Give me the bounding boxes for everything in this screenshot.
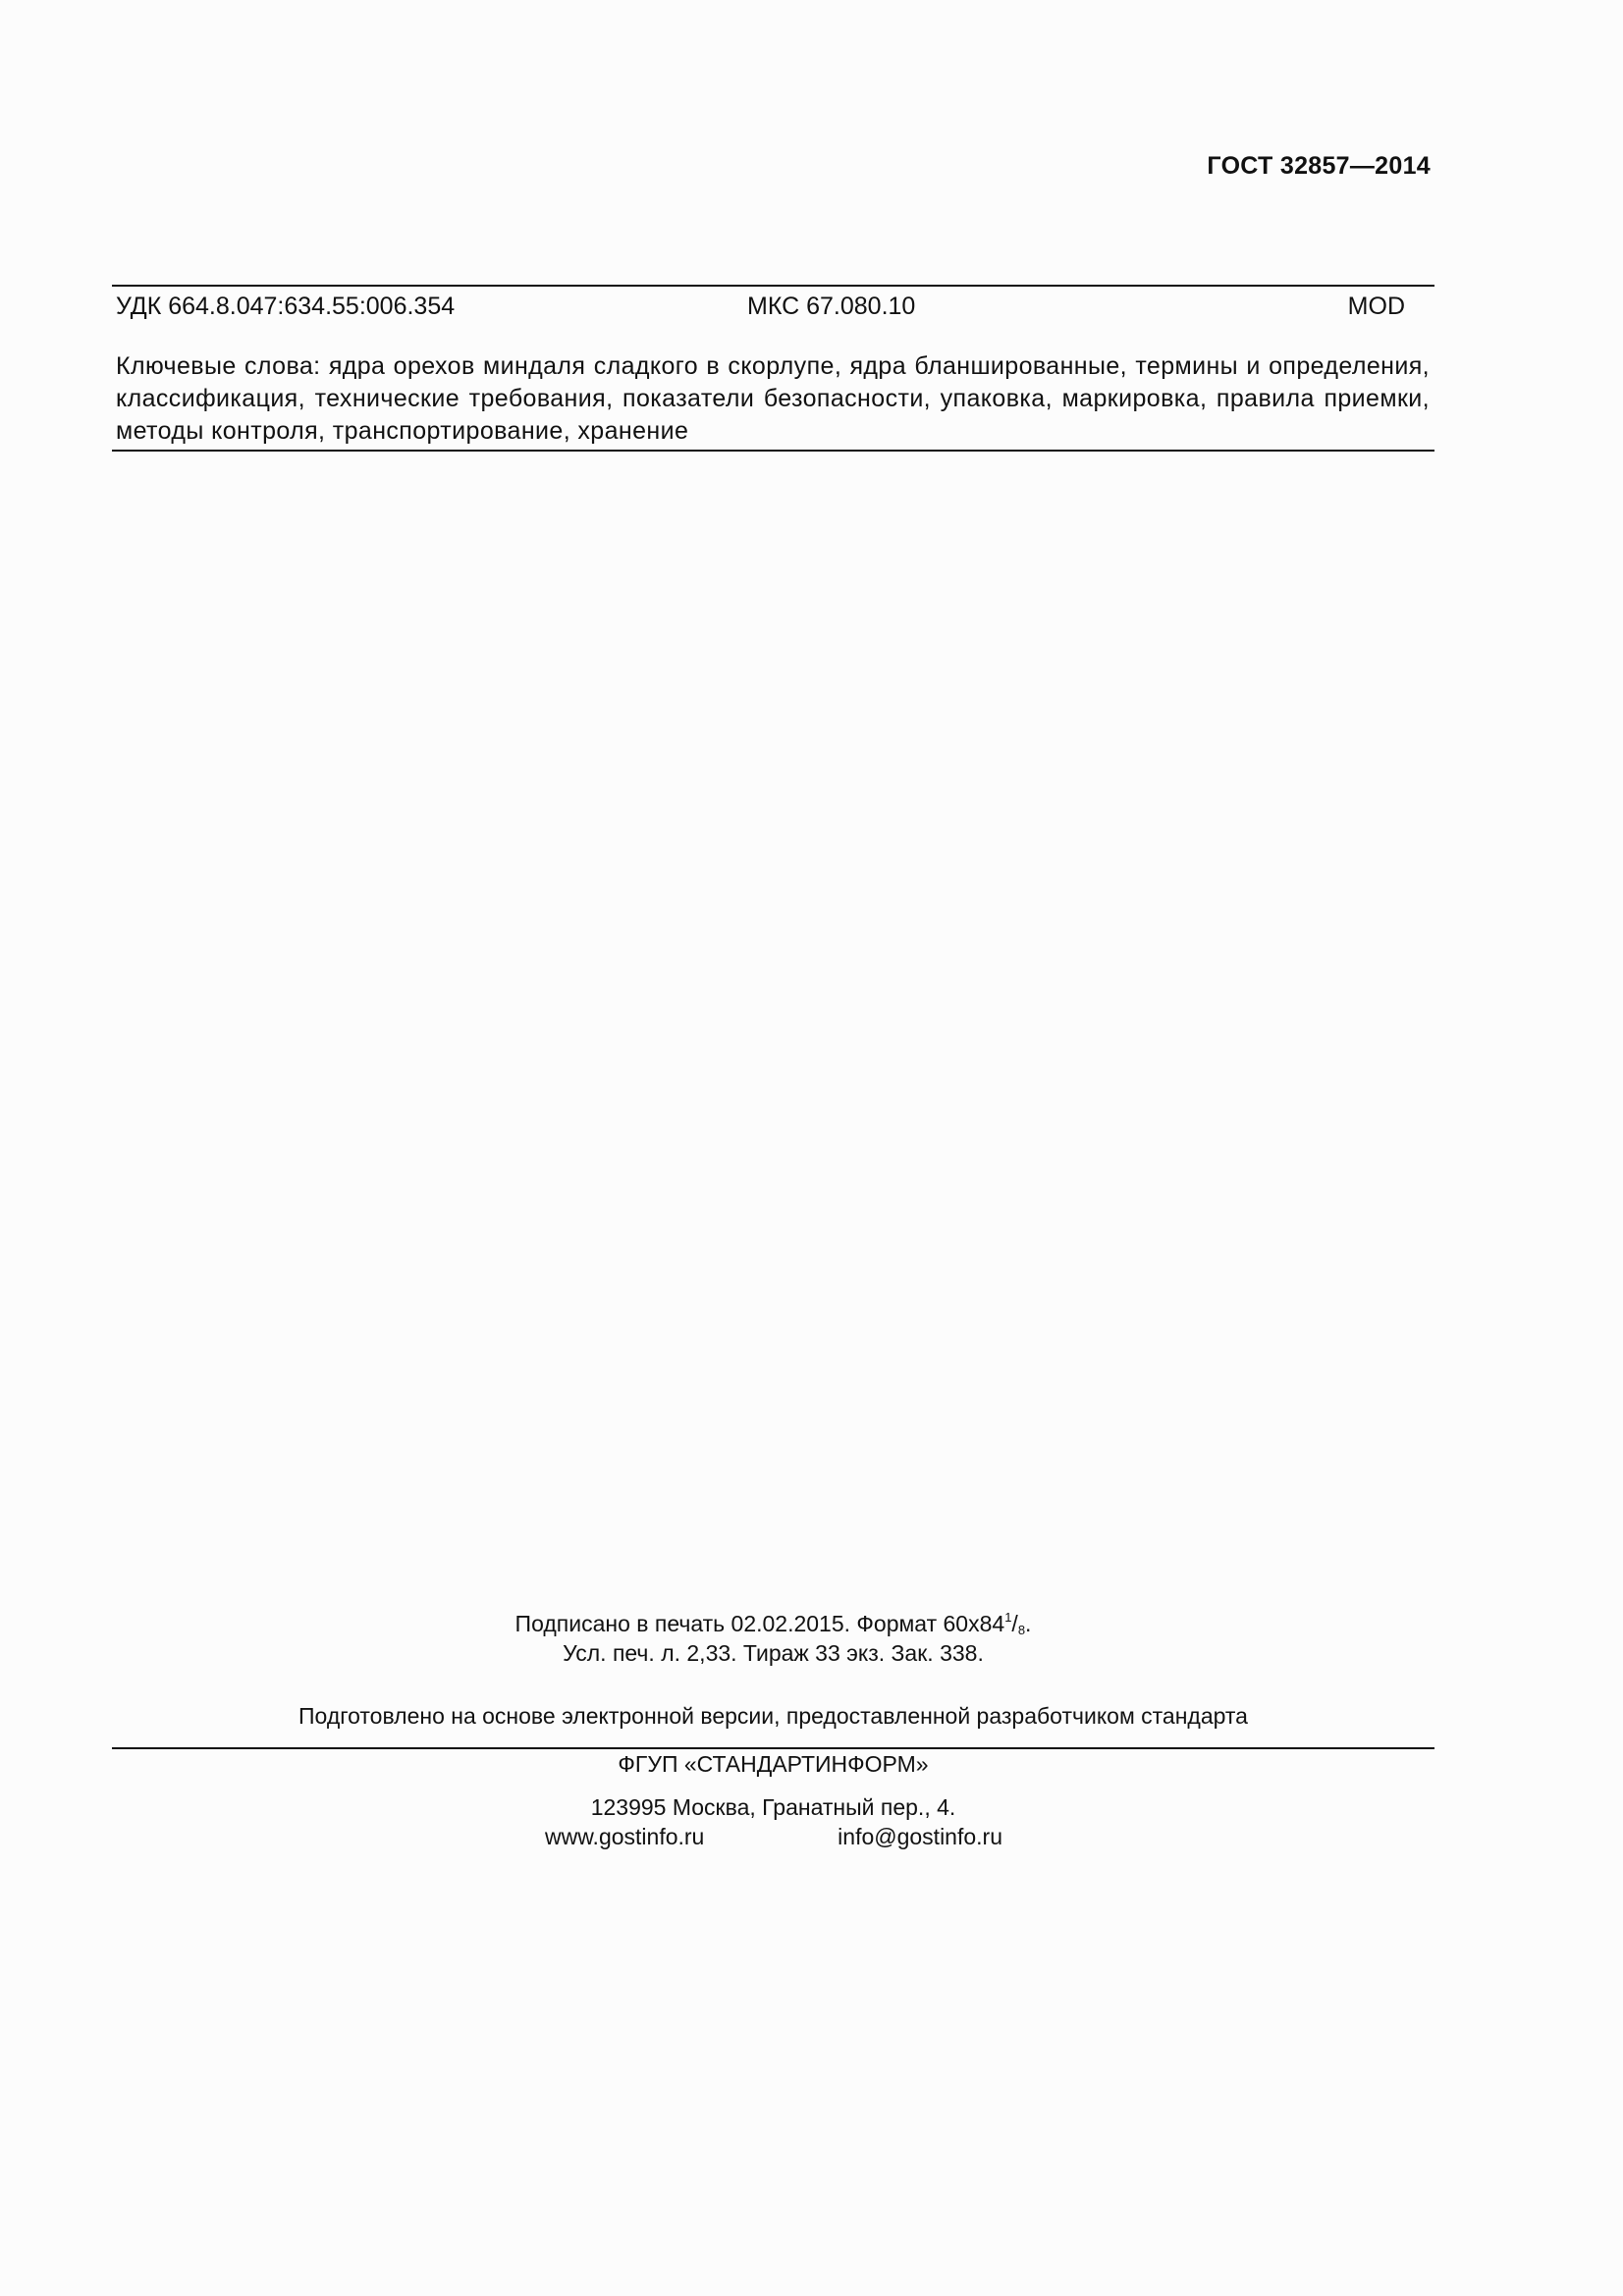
keywords-bottom-rule xyxy=(112,450,1434,452)
website-link[interactable]: www.gostinfo.ru xyxy=(545,1824,705,1849)
mks-code: МКС 67.080.10 xyxy=(747,293,916,320)
signed-to-print-line: Подписано в печать 02.02.2015. Формат $60х84^1/_8$. xyxy=(514,1610,1032,1637)
publisher-address: 123995 Москва, Гранатный пер., 4. xyxy=(590,1794,956,1820)
keywords-paragraph: Ключевые слова: ядра орехов миндаля сладкого в скорлупе, ядра бланшированные, термины и определения, классификация, технические требования, показатели безопасности, упаковка, маркировка, правила приемки, методы контроля, транспортирование, хранение xyxy=(116,352,1430,445)
email-link[interactable]: info@gostinfo.ru xyxy=(838,1824,1002,1849)
top-rule xyxy=(112,285,1434,287)
print-sheets-line: Усл. печ. л. 2,33. Тираж 33 экз. Зак. 338. xyxy=(563,1640,984,1666)
mod-label: MOD xyxy=(1347,293,1405,320)
prepared-note: Подготовлено на основе электронной версии, предоставленной разработчиком стандарта xyxy=(298,1703,1248,1729)
format-fraction-numerator: 1 xyxy=(1004,1610,1012,1625)
publisher-name: ФГУП «СТАНДАРТИНФОРМ» xyxy=(618,1751,929,1777)
imprint-rule xyxy=(112,1747,1434,1749)
signed-text: Подписано в печать 02.02.2015. Формат 60х84 xyxy=(514,1611,1005,1636)
classification-row xyxy=(116,293,1432,326)
format-fraction-denominator: 8 xyxy=(1017,1623,1026,1637)
udk-code: УДК 664.8.047:634.55:006.354 xyxy=(116,293,456,320)
document-number: ГОСТ 32857—2014 xyxy=(1207,152,1431,180)
format-end: . xyxy=(1025,1611,1032,1636)
